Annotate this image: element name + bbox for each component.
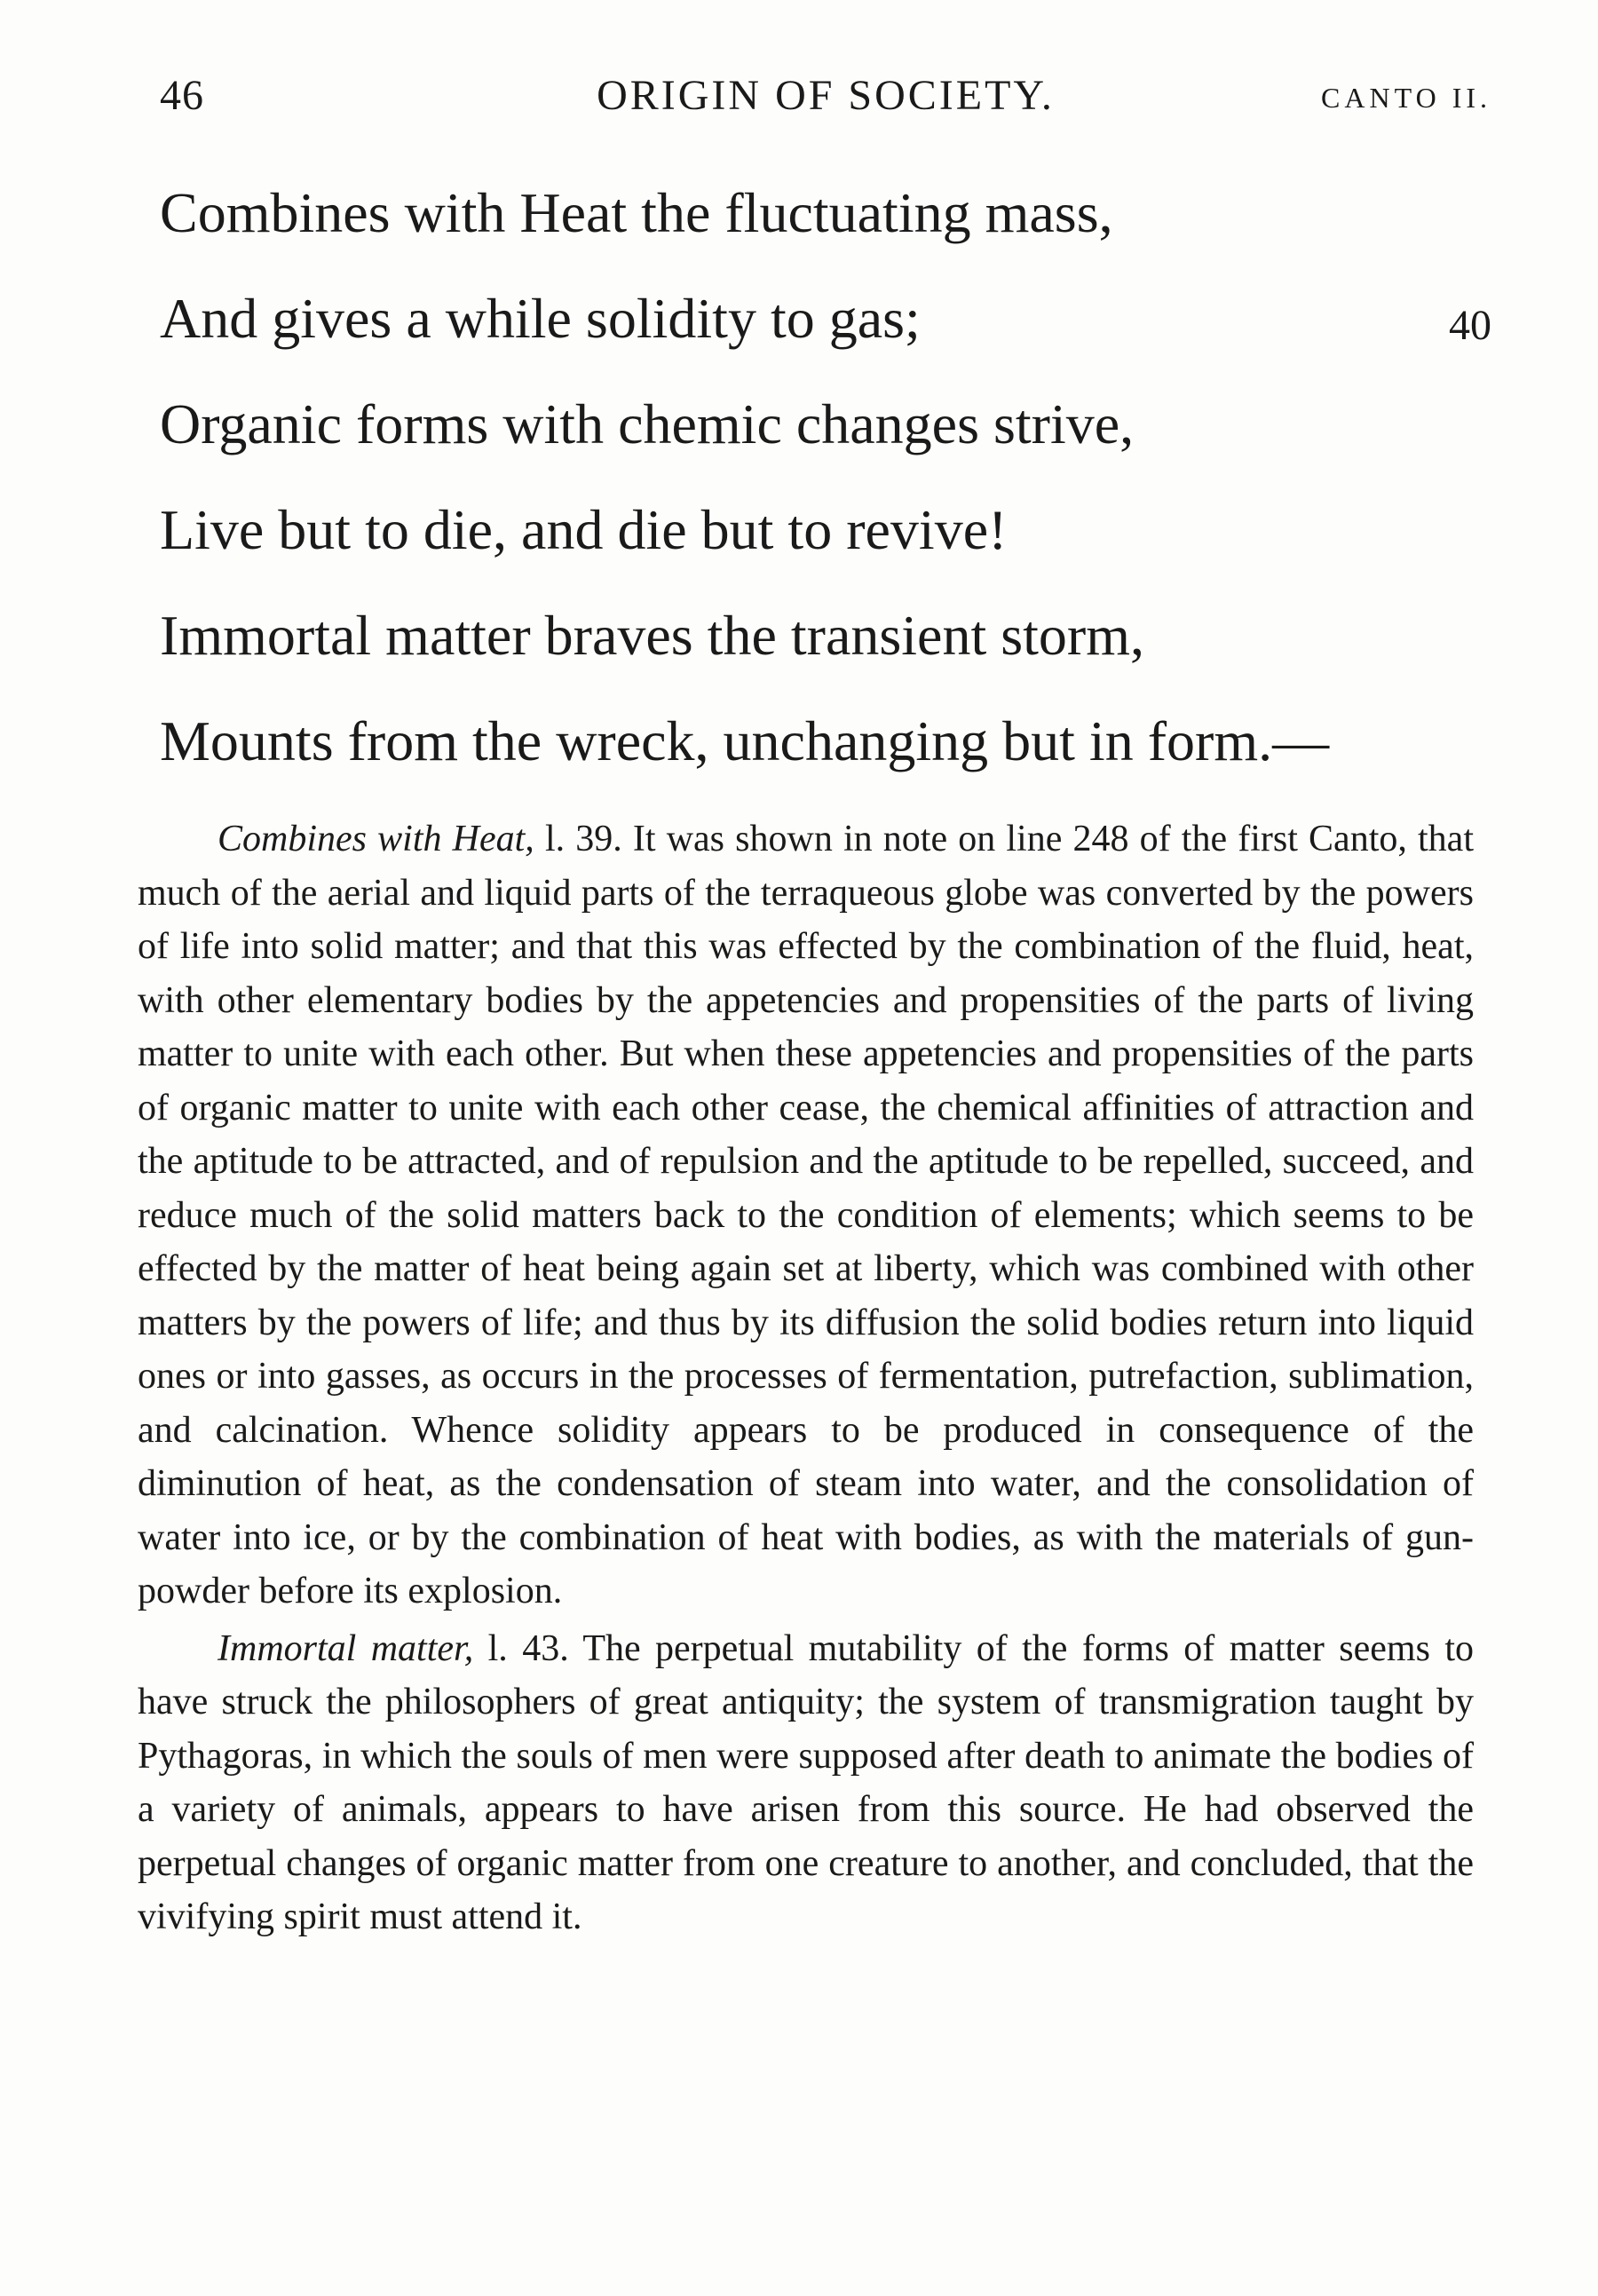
running-title: ORIGIN OF SOCIETY. — [597, 72, 1055, 119]
note-reference: Combines with Heat, — [218, 819, 534, 859]
verse-line-text: Mounts from the wreck, unchanging but in form.— — [160, 709, 1330, 772]
verse-line — [160, 495, 1491, 600]
verse-line — [160, 178, 1491, 283]
note-immortal-matter — [138, 1622, 1474, 1944]
running-head — [160, 71, 1491, 133]
verse-line — [160, 600, 1491, 706]
line-number: 40 — [1449, 302, 1491, 349]
verse-line — [160, 283, 1491, 389]
verse-line-text: Organic forms with chemic changes strive, — [160, 392, 1135, 455]
page-number: 46 — [160, 72, 204, 119]
note-body: l. 43. The perpetual mutability of the forms of matter seems to have struck the philosophers of great antiquity; the system of transmigration taught by Pythagoras, in which the souls of men were supposed after death to animate the bodies of a variety of animals, appears to have arisen from this source. He had observed the perpetual changes of organic matter from one creature to another, and concluded, that the vivifying spirit must attend it. — [138, 1627, 1474, 1937]
note-body: l. 39. It was shown in note on line 248 of the first Canto, that much of the aerial and liquid parts of the terraqueous globe was converted by the powers of life into solid matter; and that this was effected by the combination of the fluid, heat, with other elementary bodies by the appetencies and propensities of the parts of living matter to unite with each other. But when these appetencies and propensities of the parts of organic matter to unite with each other cease, the chemical affinities of attraction and the aptitude to be attracted, and of repulsion and the aptitude to be repelled, succeed, and reduce much of the solid matters back to the condition of elements; which seems to be effected by the matter of heat being again set at liberty, which was combined with other matters by the powers of life; and thus by its diffusion the solid bodies return into liquid ones or into gasses, as occurs in the processes of fermentation, putrefaction, sublimation, and calcination. Whence solidity appears to be produced in consequence of the diminution of heat, as the condensation of steam into water, and the consolidation of water into ice, or by the combination of heat with bodies, as with the materials of gun-powder before its explosion. — [138, 819, 1474, 1611]
footnotes — [138, 812, 1474, 1944]
verse-line-text: Live but to die, and die but to revive! — [160, 498, 1008, 561]
verse-line — [160, 389, 1491, 495]
canto-label: CANTO II. — [1321, 82, 1491, 114]
note-reference: Immortal matter, — [218, 1627, 474, 1669]
verse-line-text: Immortal matter braves the transient storm, — [160, 604, 1144, 667]
verse-line — [160, 706, 1491, 812]
note-combines-with-heat — [138, 812, 1474, 1619]
verse-line-text: And gives a while solidity to gas; — [160, 287, 921, 350]
verse-line-text: Combines with Heat the fluctuating mass, — [160, 181, 1113, 244]
verse-block — [160, 178, 1491, 812]
